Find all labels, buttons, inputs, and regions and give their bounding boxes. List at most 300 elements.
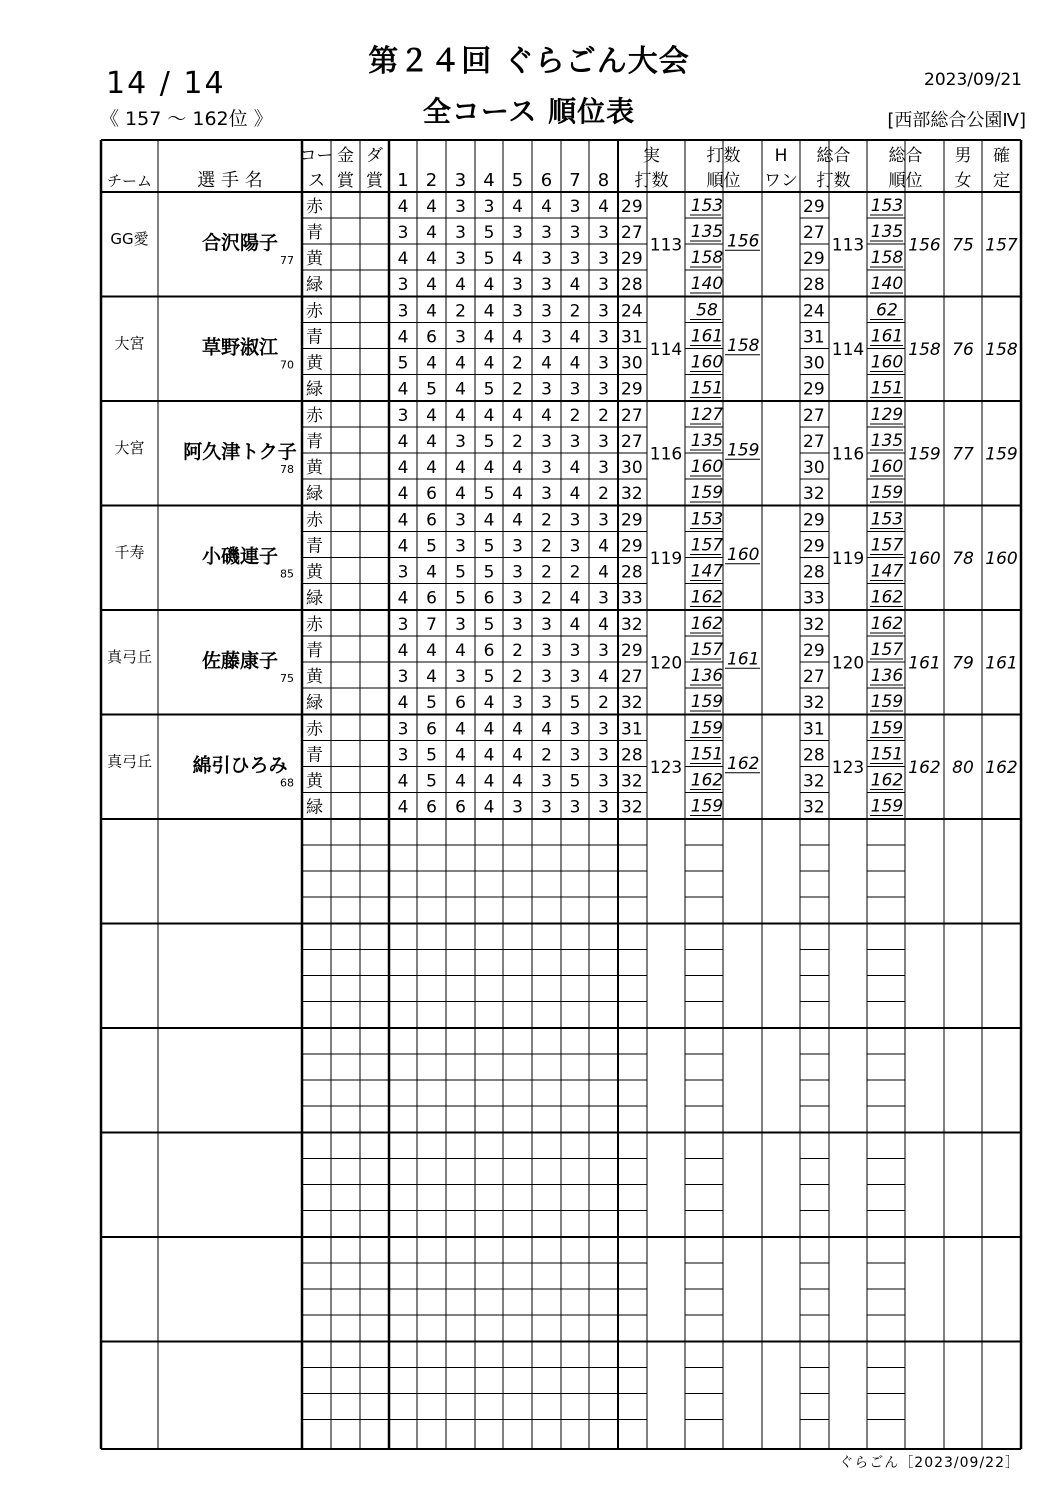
- course-total-rank: 153: [870, 509, 904, 530]
- hole-score: 5: [426, 536, 437, 557]
- hole-score: 4: [569, 588, 581, 609]
- hole-score: 3: [397, 301, 409, 322]
- hole-score: 4: [426, 432, 437, 452]
- hole-score: 6: [426, 510, 437, 531]
- course-total-score: 29: [803, 536, 825, 557]
- hole-score: 4: [426, 458, 437, 478]
- player-age: 70: [280, 358, 294, 372]
- course-total-rank: 153: [870, 196, 904, 216]
- sum-total: 114: [831, 339, 865, 360]
- hole-score: 4: [569, 615, 581, 635]
- hole-score: 3: [598, 745, 609, 766]
- hole-score: 4: [455, 353, 466, 374]
- header-hole-3: 3: [454, 170, 467, 191]
- hole-score: 4: [397, 693, 409, 713]
- course-total-rank: 135: [870, 222, 904, 242]
- hole-score: 5: [483, 484, 495, 504]
- course-total-rank: 162: [870, 614, 904, 634]
- strokes-rank: 160: [727, 544, 760, 565]
- course-name: 青: [306, 432, 323, 452]
- hole-score: 4: [483, 406, 495, 426]
- hole-score: 4: [455, 771, 466, 792]
- course-rank: 58: [696, 300, 718, 321]
- hole-score: 2: [598, 693, 609, 713]
- course-name: 青: [306, 223, 323, 243]
- hole-score: 3: [598, 353, 609, 374]
- header-hole-8: 8: [597, 170, 610, 191]
- hole-score: 2: [541, 510, 552, 531]
- hole-score: 3: [397, 562, 409, 583]
- course-total-rank: 160: [870, 457, 904, 477]
- hole-score: 4: [512, 510, 523, 531]
- player-name: 阿久津トク子: [183, 441, 297, 463]
- gender-rank: 78: [952, 548, 974, 569]
- hole-score: 4: [512, 771, 523, 792]
- page-title: 第２４回 ぐらごん大会: [368, 44, 690, 79]
- hole-score: 2: [541, 588, 552, 609]
- hole-score: 5: [426, 745, 437, 766]
- course-total-score: 32: [803, 797, 825, 818]
- hole-score: 3: [512, 275, 523, 295]
- header-actual-2: 打数: [634, 171, 669, 191]
- hole-score: 3: [512, 693, 523, 713]
- course-name: 青: [306, 536, 323, 557]
- hole-score: 3: [397, 745, 409, 766]
- hole-score: 3: [569, 536, 581, 557]
- header-strokes-rank-1: 打数: [706, 146, 741, 166]
- course-score: 29: [621, 249, 643, 269]
- player-age: 78: [280, 463, 294, 476]
- hole-score: 4: [483, 771, 495, 792]
- hole-score: 6: [426, 719, 437, 740]
- hole-score: 4: [569, 275, 581, 295]
- hole-score: 3: [569, 249, 581, 269]
- hole-score: 4: [512, 719, 523, 740]
- course-total-rank: 159: [870, 692, 904, 712]
- hole-score: 3: [569, 197, 581, 217]
- course-total-score: 28: [803, 275, 825, 295]
- hole-score: 7: [426, 615, 437, 635]
- hole-score: 5: [397, 353, 409, 374]
- final-rank: 158: [985, 339, 1018, 360]
- hole-score: 3: [598, 771, 609, 792]
- course-score: 27: [621, 667, 643, 687]
- hole-score: 4: [569, 327, 581, 348]
- event-date: 2023/09/21: [924, 70, 1022, 90]
- course-rank: 153: [690, 509, 724, 530]
- hole-score: 3: [455, 432, 466, 452]
- overall-rank: 158: [908, 339, 941, 360]
- course-score: 27: [621, 406, 643, 426]
- hole-score: 4: [598, 667, 609, 687]
- course-score: 28: [621, 275, 643, 295]
- hole-score: 3: [541, 484, 552, 504]
- hole-score: 3: [541, 249, 552, 269]
- hole-score: 4: [455, 379, 466, 400]
- course-total-rank: 159: [870, 483, 904, 503]
- team-name: 真弓丘: [106, 752, 153, 771]
- course-total-score: 28: [803, 562, 825, 583]
- player-age: 77: [280, 254, 294, 267]
- hole-score: 4: [426, 406, 437, 426]
- hole-score: 4: [455, 275, 466, 295]
- hole-score: 4: [455, 458, 466, 478]
- header-total-strokes-2: 打数: [816, 171, 851, 191]
- gender-rank: 80: [952, 757, 974, 778]
- hole-score: 4: [455, 745, 466, 766]
- course-rank: 140: [690, 274, 724, 294]
- hole-score: 4: [397, 641, 409, 661]
- course-rank: 162: [690, 587, 724, 608]
- course-total-score: 30: [803, 458, 825, 478]
- hole-score: 4: [426, 562, 437, 583]
- actual-total: 120: [649, 653, 683, 674]
- course-score: 28: [621, 562, 643, 583]
- course-total-rank: 159: [870, 718, 904, 739]
- hole-score: 3: [397, 275, 409, 295]
- player-name: 草野淑江: [201, 336, 279, 359]
- hole-score: 5: [483, 536, 495, 557]
- header-course-2: ス: [308, 171, 325, 191]
- hole-score: 5: [483, 249, 495, 269]
- header-hole-1: 1: [397, 170, 409, 191]
- course-name: 緑: [306, 379, 323, 400]
- course-name: 赤: [306, 510, 323, 531]
- course-rank: 136: [690, 666, 724, 686]
- player-name: 綿引ひろみ: [192, 754, 288, 777]
- course-rank: 153: [690, 196, 724, 216]
- course-name: 黄: [306, 562, 323, 583]
- course-total-score: 24: [803, 301, 825, 322]
- sum-total: 113: [831, 235, 865, 256]
- course-total-score: 29: [803, 249, 825, 269]
- team-name: 大宮: [114, 334, 145, 353]
- hole-score: 4: [397, 249, 409, 269]
- hole-score: 4: [483, 301, 495, 322]
- hole-score: 6: [483, 641, 495, 661]
- gender-rank: 79: [952, 653, 974, 674]
- hole-score: 3: [569, 510, 581, 531]
- hole-score: 2: [512, 667, 523, 687]
- hole-score: 3: [598, 432, 609, 452]
- hole-score: 3: [598, 327, 609, 348]
- hole-score: 3: [455, 510, 466, 531]
- player-name: 小磯連子: [201, 545, 279, 568]
- overall-rank: 160: [908, 548, 941, 569]
- header-hole-2: 2: [425, 170, 438, 191]
- course-rank: 158: [690, 248, 724, 268]
- hole-score: 4: [426, 641, 437, 661]
- course-total-rank: 157: [870, 640, 904, 660]
- hole-score: 4: [541, 353, 552, 374]
- team-name: 大宮: [114, 439, 145, 457]
- header-hole-4: 4: [483, 170, 495, 191]
- hole-score: 6: [483, 588, 495, 609]
- hole-score: 3: [483, 197, 495, 217]
- hole-score: 3: [541, 667, 552, 687]
- course-total-score: 29: [803, 197, 825, 217]
- course-rank: 162: [690, 614, 724, 634]
- course-name: 緑: [306, 797, 323, 818]
- course-total-rank: 140: [870, 274, 904, 294]
- course-rank: 135: [690, 431, 724, 451]
- hole-score: 3: [541, 301, 552, 322]
- header-final-1: 確: [993, 146, 1010, 166]
- hole-score: 4: [397, 484, 409, 504]
- course-total-score: 33: [803, 588, 825, 609]
- hole-score: 4: [512, 406, 523, 426]
- hole-score: 5: [483, 432, 495, 452]
- hole-score: 4: [483, 797, 495, 818]
- actual-total: 114: [649, 339, 683, 360]
- hole-score: 3: [397, 667, 409, 687]
- strokes-rank: 162: [727, 753, 760, 774]
- course-rank: 162: [690, 770, 724, 791]
- course-name: 赤: [306, 406, 323, 426]
- hole-score: 4: [512, 484, 523, 504]
- gender-rank: 77: [952, 444, 974, 465]
- hole-score: 3: [569, 641, 581, 661]
- hole-score: 3: [598, 588, 609, 609]
- course-total-rank: 160: [870, 352, 904, 373]
- header-name: 選 手 名: [197, 170, 263, 191]
- hole-score: 4: [397, 432, 409, 452]
- course-total-score: 31: [803, 327, 825, 348]
- hole-score: 3: [598, 379, 609, 400]
- hole-score: 4: [397, 458, 409, 478]
- hole-score: 4: [541, 406, 552, 426]
- player-age: 75: [280, 672, 294, 685]
- course-total-score: 27: [803, 406, 825, 426]
- hole-score: 4: [512, 745, 523, 766]
- course-score: 32: [621, 693, 643, 713]
- header-hole-6: 6: [540, 170, 553, 191]
- hole-score: 3: [598, 458, 609, 478]
- hole-score: 6: [426, 797, 437, 818]
- course-rank: 159: [690, 718, 724, 739]
- course-score: 29: [621, 197, 643, 217]
- hole-score: 3: [455, 197, 466, 217]
- actual-total: 119: [649, 548, 683, 569]
- hole-score: 4: [541, 719, 552, 740]
- final-rank: 162: [985, 757, 1018, 778]
- course-score: 30: [621, 353, 643, 374]
- gender-rank: 75: [952, 235, 974, 256]
- header-actual-1: 実: [643, 146, 660, 166]
- overall-rank: 156: [908, 235, 941, 256]
- hole-score: 5: [483, 615, 495, 635]
- final-rank: 159: [985, 444, 1018, 465]
- hole-score: 3: [569, 667, 581, 687]
- hole-score: 3: [598, 510, 609, 531]
- hole-score: 2: [569, 406, 581, 426]
- course-total-rank: 158: [870, 248, 904, 268]
- overall-rank: 161: [908, 653, 941, 674]
- hole-score: 3: [397, 223, 409, 243]
- course-rank: 135: [690, 222, 724, 242]
- hole-score: 6: [455, 693, 466, 713]
- hole-score: 2: [512, 353, 523, 374]
- hole-score: 4: [483, 458, 495, 478]
- course-name: 黄: [306, 667, 323, 687]
- page-number: 14 / 14: [106, 66, 226, 101]
- hole-score: 5: [426, 693, 437, 713]
- hole-score: 4: [426, 223, 437, 243]
- overall-rank: 159: [908, 444, 941, 465]
- hole-score: 2: [455, 301, 466, 322]
- course-name: 緑: [306, 693, 323, 713]
- hole-score: 4: [512, 327, 523, 348]
- course-rank: 159: [690, 692, 724, 712]
- hole-score: 5: [426, 771, 437, 792]
- hole-score: 4: [455, 719, 466, 740]
- hole-score: 3: [541, 223, 552, 243]
- hole-score: 3: [512, 301, 523, 322]
- hole-score: 3: [397, 615, 409, 635]
- course-name: 赤: [306, 615, 323, 635]
- final-rank: 160: [985, 548, 1018, 569]
- course-score: 29: [621, 536, 643, 557]
- hole-score: 3: [455, 223, 466, 243]
- hole-score: 4: [426, 249, 437, 269]
- sum-total: 116: [831, 444, 865, 465]
- course-total-rank: 151: [870, 744, 904, 765]
- course-total-score: 27: [803, 432, 825, 452]
- hole-score: 4: [569, 484, 581, 504]
- hole-score: 3: [569, 719, 581, 740]
- hole-score: 4: [455, 484, 466, 504]
- course-rank: 151: [690, 744, 724, 765]
- course-total-rank: 159: [870, 796, 904, 817]
- hole-score: 3: [397, 406, 409, 426]
- hole-score: 3: [598, 641, 609, 661]
- sum-total: 119: [831, 548, 865, 569]
- course-score: 29: [621, 379, 643, 400]
- final-rank: 161: [985, 653, 1018, 674]
- course-total-score: 29: [803, 379, 825, 400]
- course-score: 27: [621, 223, 643, 243]
- hole-score: 3: [455, 249, 466, 269]
- header-hole-7: 7: [569, 170, 581, 191]
- course-rank: 161: [690, 326, 724, 347]
- course-total-score: 29: [803, 510, 825, 531]
- course-total-score: 32: [803, 771, 825, 792]
- header-da-1: ダ: [366, 146, 383, 166]
- hole-score: 3: [512, 562, 523, 583]
- course-score: 31: [621, 327, 643, 348]
- header-da-2: 賞: [366, 171, 383, 191]
- hole-score: 6: [426, 327, 437, 348]
- hole-score: 2: [541, 562, 552, 583]
- header-h-2: ワン: [764, 171, 798, 191]
- hole-score: 4: [541, 197, 552, 217]
- hole-score: 4: [426, 275, 437, 295]
- hole-score: 4: [512, 458, 523, 478]
- course-name: 黄: [306, 458, 323, 478]
- course-score: 31: [621, 719, 643, 740]
- course-total-rank: 62: [876, 300, 898, 321]
- sum-total: 123: [831, 757, 865, 778]
- hole-score: 4: [512, 249, 523, 269]
- header-course-1: コー: [299, 146, 334, 166]
- hole-score: 4: [397, 797, 409, 818]
- rank-range: 《 157 ～ 162位 》: [100, 108, 273, 130]
- course-score: 28: [621, 745, 643, 766]
- header-total-rank-2: 順位: [888, 171, 923, 191]
- course-total-score: 31: [803, 719, 825, 740]
- sum-total: 120: [831, 653, 865, 674]
- hole-score: 4: [483, 353, 495, 374]
- hole-score: 4: [455, 641, 466, 661]
- hole-score: 3: [598, 223, 609, 243]
- actual-total: 116: [649, 444, 683, 465]
- course-rank: 159: [690, 796, 724, 817]
- course-total-score: 32: [803, 693, 825, 713]
- hole-score: 4: [483, 693, 495, 713]
- hole-score: 3: [598, 275, 609, 295]
- course-total-rank: 157: [870, 535, 904, 556]
- course-total-score: 27: [803, 223, 825, 243]
- hole-score: 3: [512, 223, 523, 243]
- hole-score: 3: [569, 379, 581, 400]
- course-rank: 147: [690, 561, 724, 582]
- hole-score: 3: [541, 275, 552, 295]
- course-total-rank: 162: [870, 770, 904, 791]
- hole-score: 2: [512, 432, 523, 452]
- course-score: 27: [621, 432, 643, 452]
- hole-score: 4: [598, 536, 609, 557]
- hole-score: 2: [598, 406, 609, 426]
- course-rank: 157: [690, 535, 724, 556]
- course-rank: 160: [690, 352, 724, 373]
- footer-stamp: ぐらごん［2023/09/22］: [839, 1455, 1020, 1471]
- course-total-score: 28: [803, 745, 825, 766]
- course-total-score: 32: [803, 484, 825, 504]
- hole-score: 4: [483, 719, 495, 740]
- hole-score: 3: [598, 301, 609, 322]
- header-strokes-rank-2: 順位: [706, 171, 741, 191]
- hole-score: 4: [397, 536, 409, 557]
- course-score: 30: [621, 458, 643, 478]
- header-gender-2: 女: [954, 171, 972, 191]
- actual-total: 113: [649, 235, 683, 256]
- hole-score: 5: [483, 562, 495, 583]
- course-score: 32: [621, 797, 643, 818]
- course-name: 緑: [306, 588, 323, 609]
- hole-score: 2: [598, 484, 609, 504]
- hole-score: 3: [541, 379, 552, 400]
- hole-score: 4: [483, 327, 495, 348]
- hole-score: 2: [512, 379, 523, 400]
- hole-score: 3: [541, 615, 552, 635]
- header-total-rank-1: 総合: [888, 146, 923, 166]
- hole-score: 3: [512, 615, 523, 635]
- overall-rank: 162: [908, 757, 941, 778]
- course-total-score: 32: [803, 615, 825, 635]
- course-score: 24: [621, 301, 643, 322]
- player-age: 68: [280, 776, 294, 790]
- hole-score: 2: [569, 301, 581, 322]
- course-name: 黄: [306, 771, 323, 792]
- course-rank: 127: [690, 405, 724, 425]
- hole-score: 3: [397, 719, 409, 740]
- player-name: 合沢陽子: [201, 232, 279, 254]
- hole-score: 4: [426, 301, 437, 322]
- hole-score: 4: [426, 197, 437, 217]
- hole-score: 4: [569, 458, 581, 478]
- course-name: 黄: [306, 353, 323, 374]
- hole-score: 3: [541, 458, 552, 478]
